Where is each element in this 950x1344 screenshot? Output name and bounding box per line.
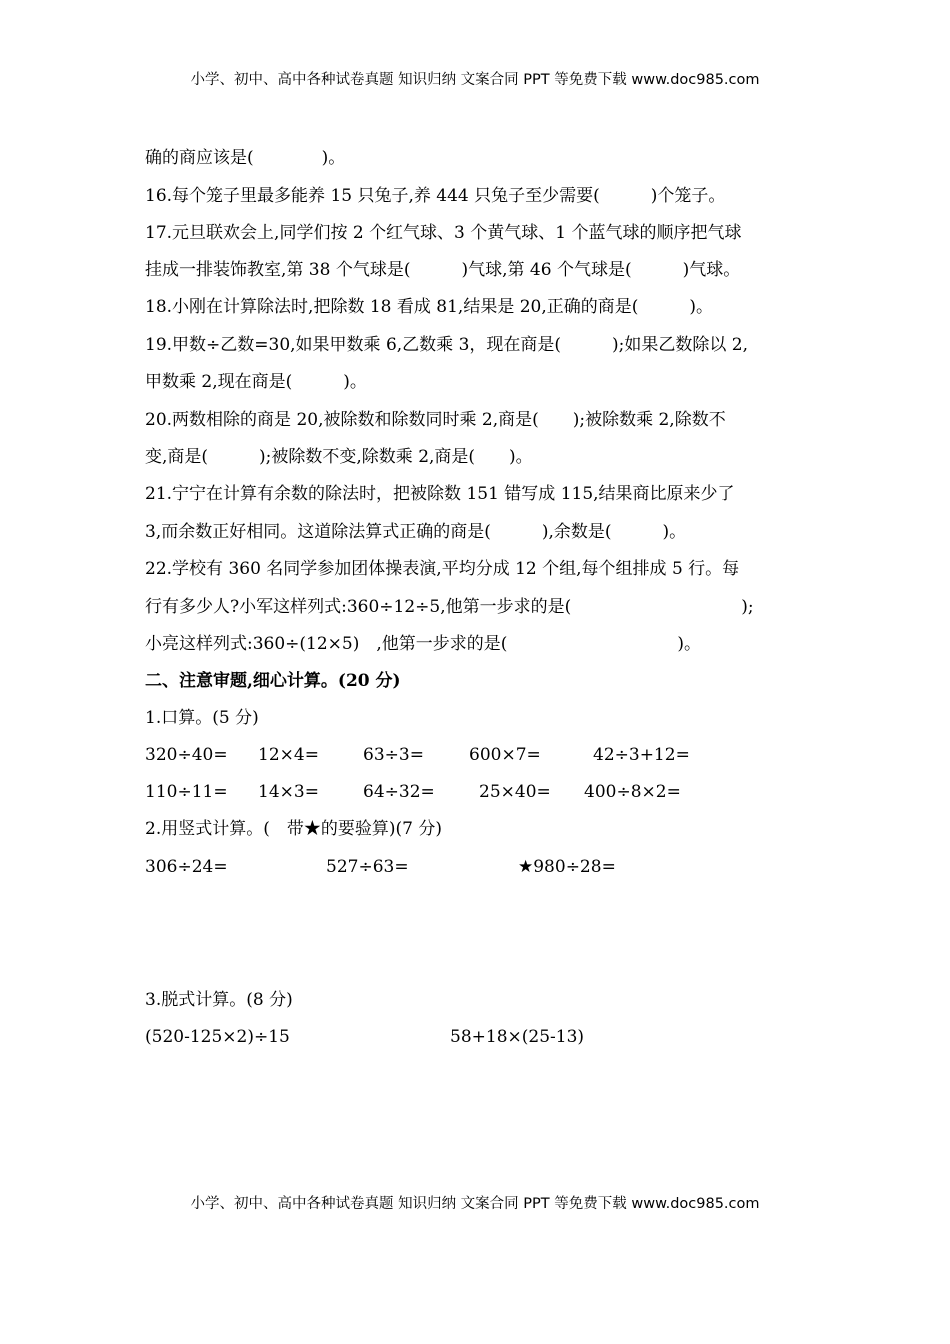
question-19-line-1: 19.甲数÷乙数=30,如果甲数乘 6,乙数乘 3，现在商是( );如果乙数除以 2, [145, 335, 749, 355]
question-17-line-1: 17.元旦联欢会上,同学们按 2 个红气球、3 个黄气球、1 个蓝气球的顺序把气球 [145, 223, 742, 243]
mental-math-item: 63÷3= [363, 745, 424, 765]
mental-math-item: 25×40= [479, 782, 551, 802]
q1-title: 1.口算。(5 分) [145, 708, 259, 728]
question-22-line-2: 行有多少人?小军这样列式:360÷12÷5,他第一步求的是( ); [145, 597, 754, 617]
question-17-line-2: 挂成一排装饰教室,第 38 个气球是( )气球,第 46 个气球是( )气球。 [145, 260, 741, 280]
step-calc-item: (520-125×2)÷15 [145, 1027, 290, 1047]
page-header: 小学、初中、高中各种试卷真题 知识归纳 文案合同 PPT 等免费下载 www.doc985.com [190, 72, 760, 88]
q2-title: 2.用竖式计算。( 带★的要验算)(7 分) [145, 819, 442, 839]
question-16: 16.每个笼子里最多能养 15 只兔子,养 444 只兔子至少需要( )个笼子。 [145, 186, 726, 206]
question-20-line-1: 20.两数相除的商是 20,被除数和除数同时乘 2,商是( );被除数乘 2,除数不 [145, 410, 726, 430]
section-2-title: 二、注意审题,细心计算。(20 分) [145, 671, 401, 691]
mental-math-item: 600×7= [469, 745, 541, 765]
question-18: 18.小刚在计算除法时,把除数 18 看成 81,结果是 20,正确的商是( )。 [145, 297, 714, 317]
question-22-line-3: 小亮这样列式:360÷(12×5) ,他第一步求的是( )。 [145, 634, 702, 654]
question-20-line-2: 变,商是( );被除数不变,除数乘 2,商是( )。 [145, 447, 533, 467]
mental-math-item: 42÷3+12= [593, 745, 690, 765]
mental-math-item: 110÷11= [145, 782, 228, 802]
question-21-line-1: 21.宁宁在计算有余数的除法时，把被除数 151 错写成 115,结果商比原来少了 [145, 484, 735, 504]
q3-title: 3.脱式计算。(8 分) [145, 990, 293, 1010]
mental-math-item: 14×3= [258, 782, 319, 802]
vertical-calc-item: 306÷24= [145, 857, 228, 877]
vertical-calc-item: 527÷63= [326, 857, 409, 877]
question-22-line-1: 22.学校有 360 名同学参加团体操表演,平均分成 12 个组,每个组排成 5 行。每 [145, 559, 740, 579]
vertical-calc-item: ★980÷28= [518, 857, 616, 877]
mental-math-item: 400÷8×2= [584, 782, 681, 802]
question-19-line-2: 甲数乘 2,现在商是( )。 [145, 372, 367, 392]
question-line: 确的商应该是( )。 [145, 148, 346, 168]
mental-math-item: 320÷40= [145, 745, 228, 765]
mental-math-item: 12×4= [258, 745, 319, 765]
page-footer: 小学、初中、高中各种试卷真题 知识归纳 文案合同 PPT 等免费下载 www.doc985.com [190, 1196, 760, 1212]
question-21-line-2: 3,而余数正好相同。这道除法算式正确的商是( ),余数是( )。 [145, 522, 687, 542]
step-calc-item: 58+18×(25-13) [450, 1027, 585, 1047]
mental-math-item: 64÷32= [363, 782, 435, 802]
